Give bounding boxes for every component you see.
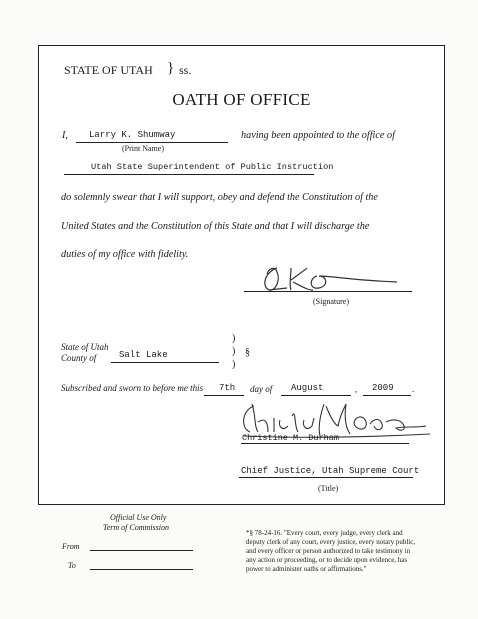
county-value: Salt Lake — [119, 350, 168, 360]
venue-county-label: County of — [61, 353, 97, 363]
oath-line-1: do solemnly swear that I will support, obey and defend the Constitution of the — [61, 192, 378, 203]
section-symbol: § — [245, 347, 250, 358]
official-title-caption: (Title) — [318, 484, 339, 493]
office-line — [64, 174, 314, 175]
oath-signature — [247, 258, 407, 298]
statute-line-3: and every officer or person authorized to take testimony in — [246, 547, 411, 555]
venue-paren-1: ) — [232, 333, 236, 344]
print-name-line — [76, 142, 228, 143]
signature-line — [244, 291, 412, 292]
day-value: 7th — [219, 383, 236, 393]
oath-line-2: United States and the Constitution of this State and that I will discharge the — [61, 221, 370, 232]
state-brace: } — [167, 60, 175, 76]
oath-form-frame — [38, 45, 445, 505]
from-line — [90, 550, 193, 551]
statute-line-1: *§ 78-24-16. "Every court, every judge, every clerk and — [246, 529, 403, 537]
print-name-caption: (Print Name) — [122, 144, 164, 153]
venue-paren-3: ) — [232, 359, 236, 370]
from-label: From — [62, 542, 80, 551]
form-title: OATH OF OFFICE — [172, 90, 311, 109]
to-label: To — [68, 561, 76, 570]
official-signature-line — [241, 443, 409, 444]
statute-line-2: deputy clerk of any court, every justice, every notary public, — [246, 538, 416, 546]
signature-caption: (Signature) — [313, 297, 349, 306]
venue-state: State of Utah — [61, 342, 109, 352]
sworn-prefix: Subscribed and sworn to before me this — [61, 383, 204, 393]
statute-note — [246, 529, 415, 574]
county-line — [111, 362, 219, 363]
month-value: August — [291, 383, 324, 393]
oath-line-3: duties of my office with fidelity. — [61, 249, 189, 260]
appointed-text: having been appointed to the office of — [241, 130, 395, 141]
official-title-line — [239, 477, 413, 478]
day-of-label: day of — [250, 384, 273, 394]
ss-label: ss. — [179, 63, 192, 77]
to-line — [90, 569, 193, 570]
period: . — [412, 384, 415, 394]
official-use-heading: Official Use Only — [110, 513, 167, 522]
term-of-commission-heading: Term of Commission — [103, 523, 169, 532]
comma: , — [355, 384, 358, 394]
official-name-value: Christine M. Durham — [242, 433, 339, 443]
print-name-value: Larry K. Shumway — [89, 130, 176, 140]
i-label: I, — [62, 130, 68, 141]
venue-paren-2: ) — [232, 346, 236, 357]
year-value: 2009 — [372, 383, 394, 393]
statute-line-4: any action or proceeding, or to decide upon evidence, has — [246, 556, 408, 564]
official-title-value: Chief Justice, Utah Supreme Court — [241, 466, 420, 476]
office-value: Utah State Superintendent of Public Instruction — [91, 162, 334, 172]
statute-line-5: power to administer oaths or affirmations." — [246, 565, 367, 573]
state-heading: STATE OF UTAH — [64, 63, 153, 77]
